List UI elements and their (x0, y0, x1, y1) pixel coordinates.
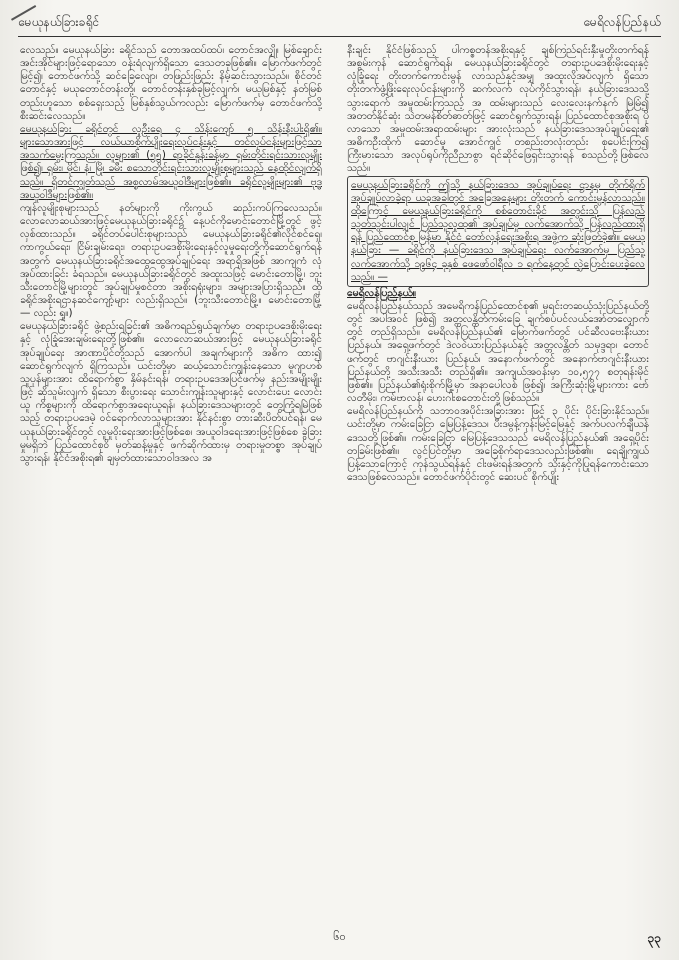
running-header (18, 8, 661, 37)
section-heading-maryland: မေရိလန်ပြည်နယ်။ (347, 286, 416, 299)
right-paragraph-3: မေရိလန်ပြည်နယ်သည် အမေရိကန်ပြည်ထောင်စု၏ မူရင်းတဆယ့်သုံးပြည်နယ်တို့တွင် အပါအဝင် ဖြစ်၍ အတ္တလန္တိတ်ကမ်းခြေ ချက်စပ်ပင်လယ်အော်တလျှောက်တွင် တည်ရှိသည်။ မေရိလန်ပြည်နယ်၏ မြောက်ဖက်တွင် ပင်ဆီလဗေးနီးယားပြည်နယ်၊ အရှေ့ဖက်တွင် ဒဲလဝဲယားပြည်နယ်နှင့် အတ္တလန္တိတ် သမုဒ္ဒရာ၊ တောင်ဖက်တွင် ဗာဂျင်းနီးယား ပြည်နယ်၊ အနောက်ဖက်တွင် အနောက်ဗာဂျင်းနီးယားပြည်နယ်တို့ အသီးအသီး တည်ရှိ၏။ အကျယ်အဝန်းမှာ ၁၀,၅၇၇ စတုရန်းမိုင်ဖြစ်၏။ ပြည်နယ်၏ရုံးစိုက်မြို့မှာ အနာပေါလစ် ဖြစ်၍၊ အကြီးဆုံးမြို့များကား ဗော်လတီမိုး၊ ကမ်ဗာလန်၊ ဟေးဂါးစတောင်းတို့ဖြစ်သည်။ (347, 299, 649, 405)
left-paragraph-2: မေယုနယ်ခြား ခရိုင်တွင် လူဦးရေ ၄ သိန်းကျော် ၅ သိန်းနီးပါးရှိ၏။ များသောအားဖြင့် လယ်ယာစိုက်ပျိုးရေးလုပ်ငန်းနှင့် တင်လုပ်ငန်းများဖြင့်သာ အသက်မွေးကြသည်။ လူများ၏ (၅၅) ရာခိုင်နှုန်းခန့်မှာ ရှမ်းတိုင်းရင်းသားလူမျိုးဖြစ်၍၊ ရှမ်း၊ မိုင်၊ နံ၊ မြို၊ ခမီး စသောတိုင်းရင်းသားလူမျိုးစုများသည် နေထိုင်လျက်ရှိသည်။ ရှိတင်ကျွတ်သည် အစ္စလာမ်အယူဝါဒီများဖြစ်၏။ ခရိုင်လူမျိုးများ၏ ဗုဒ္ဓအယူဝါဒီများဖြစ်၏။ (20, 122, 322, 201)
right-paragraph-4: မေရိလန်ပြည်နယ်ကို သဘာဝအပိုင်းအခြားအား ဖြင့် ၃ ပိုင်း ပိုင်းခြားနိုင်သည်။ ယင်းတို့မှာ ကမ်းခြေငြာ မြေပြန့်ဒေသ၊ ပီးဒမွန့်ကုန်းမြင့်မြေနှင့် အက်ပလက်ချီယန် ဒေသတို့ဖြစ်၏။ ကမ်းခြေငြာ မြေပြန့်ဒေသသည် မေရိလန်ပြည်နယ်၏ အရှေ့ပိုင်း တခြမ်းဖြစ်၏။ လွင်ပြင်တို့မှာ အခြေစိုက်ရာဒေသလည်းဖြစ်၏။ ရေချိုကျွယ်ပြန့်သောကြောင့် ကုန်သွယ်ရန်နှင့် ငါးဖမ်းရန်အတွက် သိုးနှင့်ကိုပြုရန်ကောင်းသောဒေသဖြစ်လေသည်။ တောင်ဖက်ပိုင်းတွင် ဆေးပင် စိုက်ပျိုး (347, 405, 649, 483)
left-column (20, 44, 322, 904)
right-column (347, 44, 649, 904)
folio-number: ၆၀ (333, 930, 346, 943)
header-left-title: မေယုနယ်ခြားခရိုင် (18, 15, 100, 29)
right-paragraph-1: နီးချင်း နိုင်ငံဖြစ်သည့် ပါကစ္စတန်အစိုးရနှင့် ချစ်ကြည်ရင်းနှီးမှုတိုးတက်ရန် အစွမ်းကုန် ဆောင်ရွက်ရန်၊ မေယုနယ်ခြားခရိုင်တွင် တရားဥပဒေစိုးမိုးရေးနှင့် လုံခြုံရေး တိုးတက်ကောင်းမွန် လာသည်နှင့်အမျှ အထူးလိုအပ်လျက် ရှိသော တိုးတက်ဖွံ့ဖြိုးရေးလုပ်ငန်းများကို ဆက်လက် လုပ်ကိုင်သွားရန်၊ နယ်ခြားဒေသသို့ သွားရောက် အမှုထမ်းကြသည့် အ ထမ်းများသည် လေးလေးနက်နက် မြဲမြံ၍ အတတ်နိုင်ဆုံး သဲတမန်စိတ်ဓာတ်ဖြင့် ဆောင်ရွက်သွားရန်၊ ပြည်ထောင်စုအစိုးရ ပိုလာသော အမှုထမ်းအရာထမ်းများ အားလုံးသည် နယ်ခြားဒေသအုပ်ချုပ်ရေး၏ အဓိကဦးထိုက် ဆောင်မှု အောင်ကျွင် တစည်းတလုံးတည်း စုပေါင်းကြ၍ ကြီးမားသော အလုပ်ရုပ်ကိုညီညာစွာ ရင်ဆိုင်ဖြေရှင်းသွားရန် စသည်တို့ဖြစ်လေသည်။ (347, 44, 649, 175)
left-paragraph-4: မေယုနယ်ခြားခရိုင် ဖွဲ့စည်းရခြင်း၏ အဓိကရည်ရွယ်ချက်မှာ တရားဥပဒေစိုးမိုးရေးနှင့် လုံခြုံအေးချမ်းရေးတို့ဖြစ်၏။ လောလောဆယ်အားဖြင့် မေယုနယ်ခြားခရိုင် အုပ်ချုပ်ရေး အာဏာပိုင်တို့သည် အောက်ပါ အချက်များကို အဓိက ထား၍ ဆောင်ရွက်လျက် ရှိကြသည်။ ယင်းတို့မှာ ဆယ့်သောင်းကျွန်းနေသော မူဂျာဟစ် သူပုန်များအား ထိရောက်စွာ နှိမ်နင်းရန်၊ တရားဥပဒေအပြင်ဖက်မှ နည်းအမျိုးမျိုးဖြင့် ဆိုသူမ်းလျက် ရှိသော စီးပွားရေး သောင်းကျန်းသူများနှင့် လောင်းပေး လောင်းယူ ကိစ္စများကို ထိရောက်စွာအရေးယူရန်၊ နယ်ခြားဒေသများတွင် တွေ့ကြုံရမြဲဖြစ်သည့် တရားဥပဒေမဲ့ ဝင်ရောက်လာသူများအား နိုင်နင်းစွာ တားဆီးပိတ်ပင်ရန်၊ မေယုနယ်ခြားခရိုင်တွင် လူမှုဝိုးရေးအားဖြင့်ဖြစ်စေ၊ အယူဝါဒရေးအားဖြင့်ဖြစ်စေ ခွဲခြားမှုမရှိဘဲ ပြည်ထောင်စုဝိ မှတ်ဆန့်မှုနှင့် ဖက်ဆိုက်ထားမှ တရားမှုတစ္စာ အုပ်ချုပ်သွားရန်၊ နိုင်ငံအစိုးရ၏ ချမှတ်ထားသောဝါဒအလ အ (20, 320, 322, 464)
right-paragraph-2: မေယုနယ်ခြားခရိုင်ကို ဤသို့ နယ်ခြားဒေသ အုပ်ချုပ်ရေး ဌာနမှ တိုက်ရိုက် အုပ်ချုပ်လာခဲ့ရာ ယခုအခါတွင် အခြေအနေများ တိုးတက် ကောင်းမွန်လာသည်။ ထိုကြောင့် မေယုနယ်ခြားခရိုင်ကို စစ်တောင်းခိုင် အတွင်းသို့ ပြန်လည် သွတ်သွင်းပါလျှင် ပြည်သူလူထု၏ အုပ်ချုပ်မှု လက်အောက်သို့ ပြန်လည်ထားရှိရန် ပြည်ထောင်စု မြန်မာ နိုင်ငံ တော်လှန်ရေးအစိုးရ အဖွဲ့က ဆုံးဖြတ်ခဲ့၏။ မေယု နယ်ခြား — ခရိုင်ကို နယ်ခြားဒေသ အုပ်ချုပ်ရေး လက်အောက်မှ ပြည်သူ့လက်အောက်သို့ ၁၉၆၄ ခုနှစ် ဖေဖော်ဝါရီလ ၁ ရက်နေ့တွင် လွှဲပြောင်းပေးခဲ့လေသည်။ — (347, 176, 649, 287)
left-paragraph-1: လေသည်။ မေယုနယ်ခြား ခရိုင်သည် တောအထပ်ထပ်၊ တောင်အလျှို၊ မြစ်ချောင်းအင်းအိုင်များဖြင့်ရောသော ဝန်းရံလျက်ရှိသော ဒေသတခုဖြစ်၏။ မြောက်ဖက်တွင်မြင့်၍၊ တောင်ဖက်သို့ ဆင်ခြေလျော၊ တဖြည်းဖြည်း နိမ့်ဆင်းသွားသည်။ စိုင်တင်တောင်နှင့် မယုတောင်တန်းတို့၊ တောင်တန်းနှစ်ခုမြင့်လျက်၊ မယုမြစ်နှင့် နတ်မြစ်တည်းဟူသော စစ်ရှေးသည့် မြစ်နှစ်သွယ်ကလည်း မြောက်ဖက်မှ တောင်ဖက်သို့ စီးဆင်းလေသည်။ (20, 44, 322, 122)
header-right-title: မေရိလန်ပြည်နယ် (583, 15, 661, 29)
left-paragraph-3: ကျန်လူမျိုးစုများသည် နတ်များကို ကိုးကွယ် ဆည်းကပ်ကြလေသည်။ လောလောဆယ်အားဖြင့်မေယုနယ်ခြားခရိုင်၌ နေ့ပင်ကိုမောင်းတောင်မြို့တွင် ဖွင့်လှစ်ထားသည်။ ခရိုင်တပ်ပေါင်းစုများသည် မေယုနယ်ခြားခရိုင်၏လိုင်စင်ရှေ၊ ကာကွယ်ရေး၊ ငြိမ်းချမ်းရေး၊ တရားဥပဒေစိုးမိုးရေးနှင့်လူမှုရေးတို့ကိုဆောင်ရွက်ရန်အတွက် မေယုနယ်ခြားခရိုင်အထွေထွေအုပ်ချုပ်ရေး အရာရှိအဖြစ် အာကျကံ လုံအုပ်ထားခြင်း ခံရသည်။ မေယုနယ်ခြားခရိုင်တွင် အထူးသဖြင့် မောင်းတောမြို့၊ ဘူးသီးတောင်မြို့များတွင် အုပ်ချုပ်မှုစင်တာ အစိုးရရုံးများ၊ အများအပြားရှိသည်။ ထိုခရိုင်အစိုးရဌာနဆင်ကျော့်များ လည်းရှိသည်။ (ဘူးသီးတောင်မြို့။ မောင်းတောမြို့ — လည်း ရှု။) (20, 201, 322, 320)
page-number: ၃၃ (647, 931, 661, 945)
